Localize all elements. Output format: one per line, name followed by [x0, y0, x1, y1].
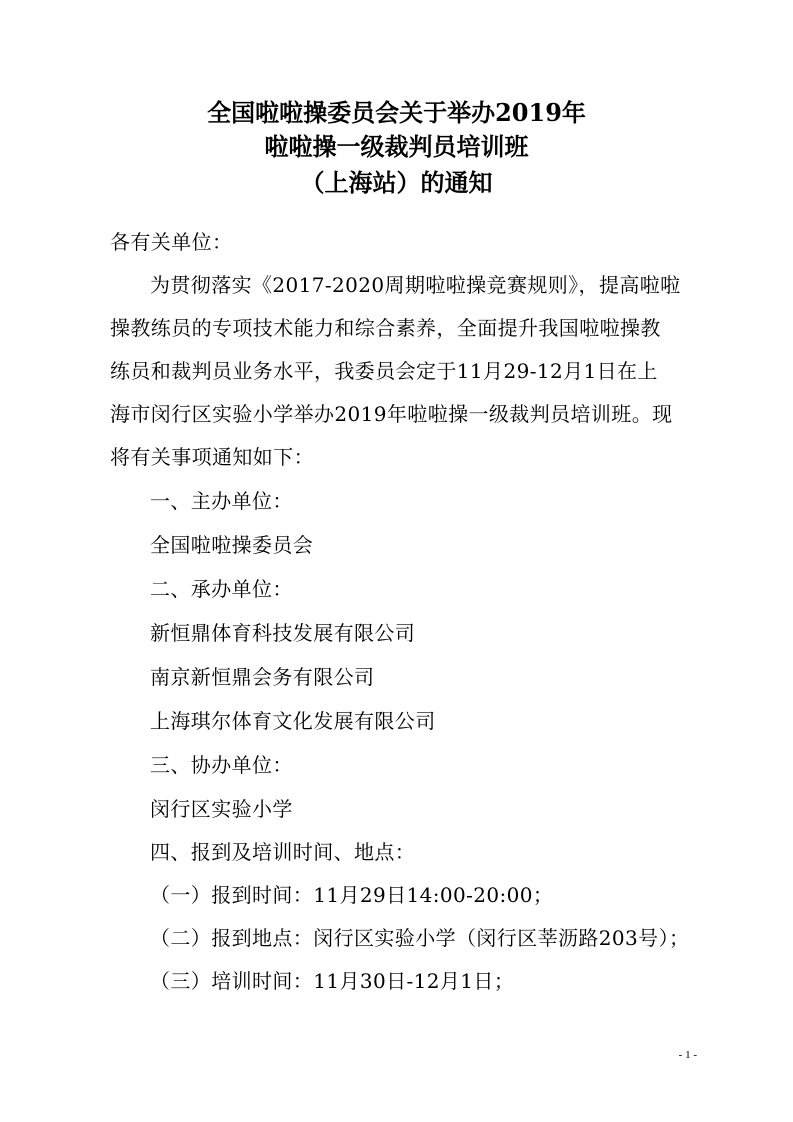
- title-line-2: 啦啦操一级裁判员培训班: [264, 132, 529, 161]
- undertaker-1: 新恒鼎体育科技发展有限公司: [150, 621, 416, 645]
- organizer: 全国啦啦操委员会: [150, 533, 314, 557]
- undertaker-3: 上海琪尔体育文化发展有限公司: [150, 709, 436, 733]
- time-place-item-3: （三）培训时间：11月30日-12月1日；: [150, 969, 515, 993]
- salutation: 各有关单位：: [110, 230, 233, 254]
- undertaker-2: 南京新恒鼎会务有限公司: [150, 665, 375, 689]
- time-place-item-2: （二）报到地点：闵行区实验小学（闵行区莘沥路203号）；: [150, 926, 690, 950]
- time-place-heading: 四、报到及培训时间、地点：: [150, 840, 416, 864]
- co-organizer: 闵行区实验小学: [150, 797, 293, 821]
- organizer-heading: 一、主办单位：: [150, 489, 293, 513]
- co-organizer-heading: 三、协办单位：: [150, 753, 293, 777]
- intro-line-4: 海市闵行区实验小学举办2019年啦啦操一级裁判员培训班。现: [110, 402, 673, 426]
- intro-line-5: 将有关事项通知如下：: [110, 445, 314, 469]
- intro-line-3: 练员和裁判员业务水平，我委员会定于11月29-12月1日在上: [110, 359, 658, 383]
- intro-line-1: 为贯彻落实《2017-2020周期啦啦操竞赛规则》，提高啦啦: [150, 273, 681, 297]
- intro-line-2: 操教练员的专项技术能力和综合素养，全面提升我国啦啦操教: [110, 316, 661, 340]
- undertaker-heading: 二、承办单位：: [150, 577, 293, 601]
- title-line-3: （上海站）的通知: [300, 168, 493, 197]
- time-place-item-1: （一）报到时间：11月29日14:00-20:00；: [150, 883, 554, 907]
- page-number: - 1 -: [678, 1049, 697, 1061]
- title-line-1: 全国啦啦操委员会关于举办2019年: [207, 98, 586, 127]
